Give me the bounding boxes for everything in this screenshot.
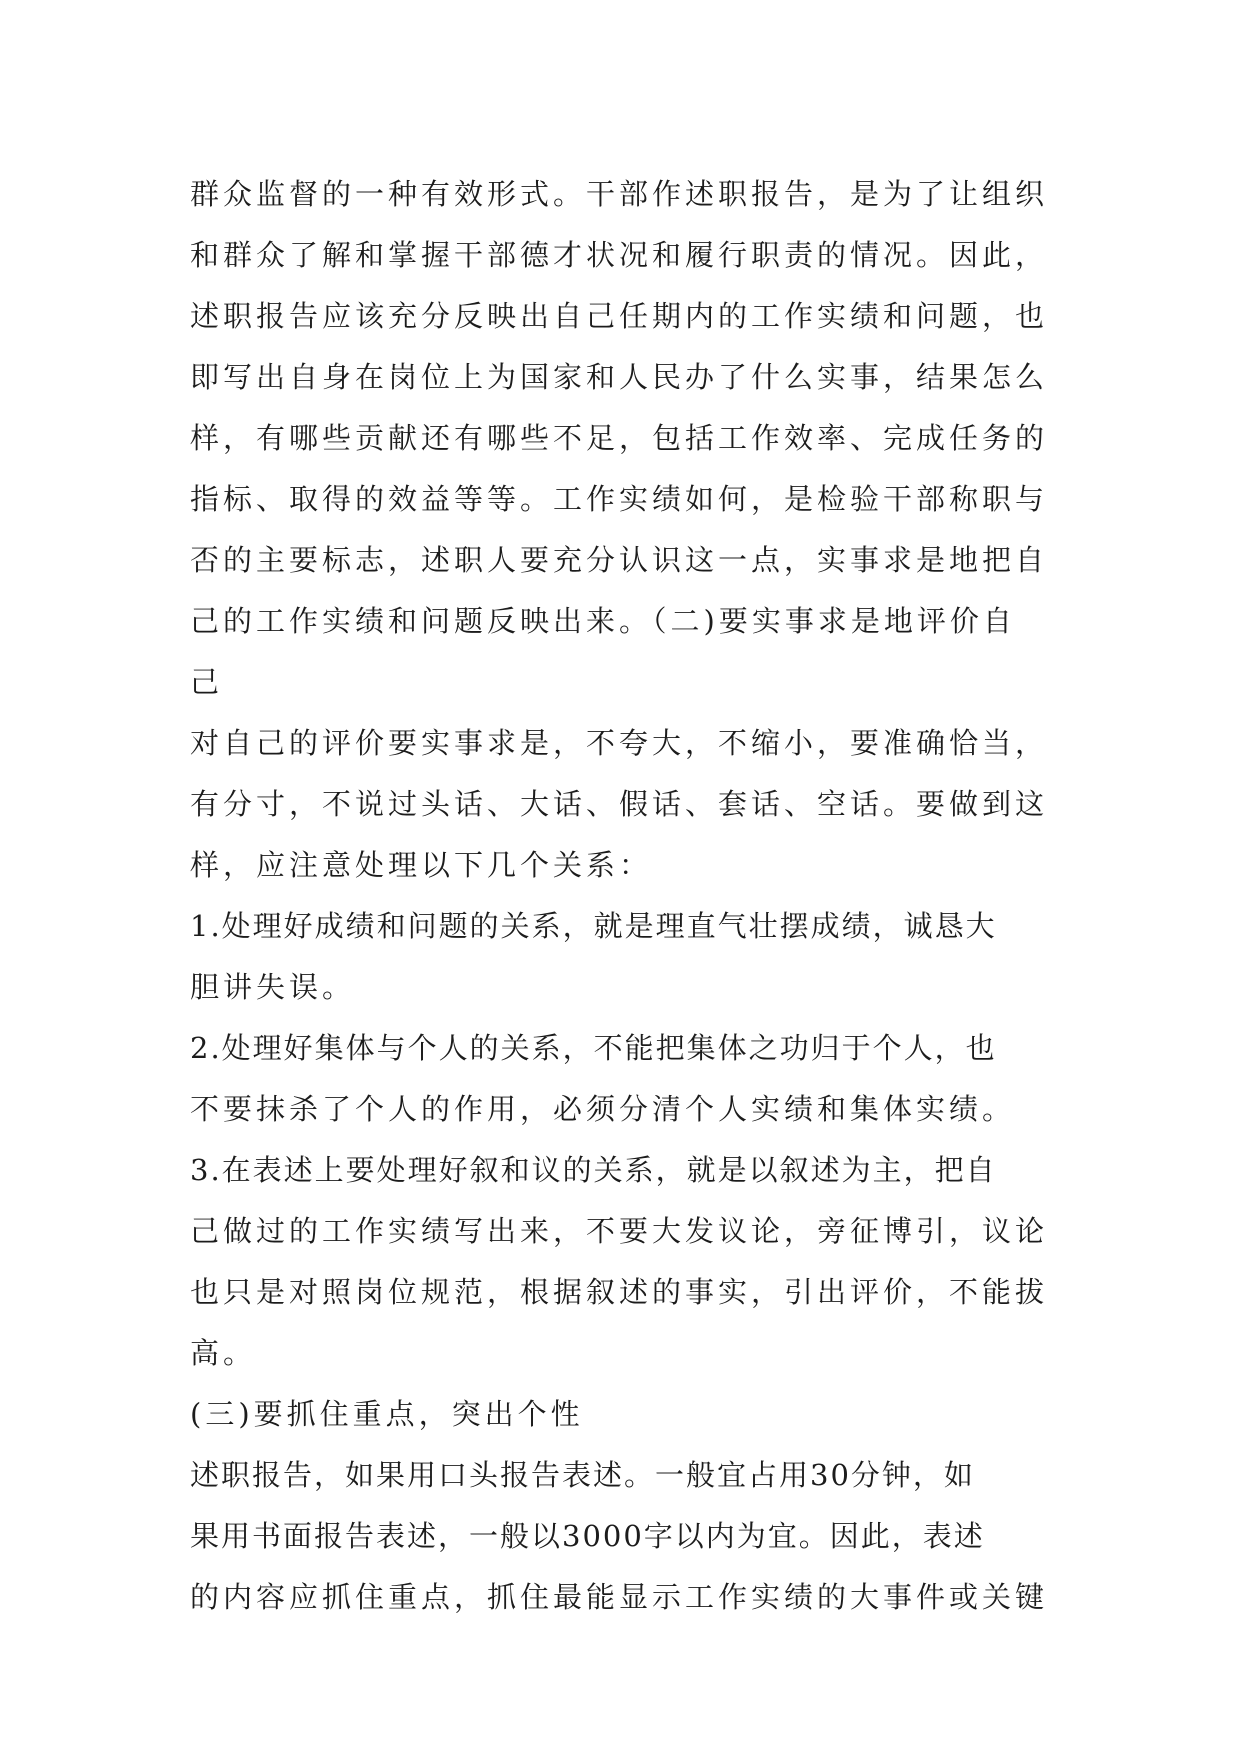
text-line: 不要抹杀了个人的作用，必须分清个人实绩和集体实绩。 (190, 1092, 1016, 1126)
text-line: 的内容应抓住重点，抓住最能显示工作实绩的大事件或关键 (190, 1580, 1049, 1614)
text-line: 样，有哪些贡献还有哪些不足，包括工作效率、完成任务的 (190, 421, 1049, 455)
text-line: 群众监督的一种有效形式。干部作述职报告，是为了让组织 (190, 177, 1049, 211)
text-line: 即写出自身在岗位上为国家和人民办了什么实事，结果怎么 (190, 360, 1049, 394)
text-line: 己 (190, 665, 224, 699)
text-line: 指标、取得的效益等等。工作实绩如何，是检验干部称职与 (190, 482, 1049, 516)
text-line: 己做过的工作实绩写出来，不要大发议论，旁征博引，议论 (190, 1214, 1049, 1248)
text-line: 有分寸，不说过头话、大话、假话、套话、空话。要做到这 (190, 787, 1049, 821)
text-line: 3.在表述上要处理好叙和议的关系，就是以叙述为主，把自 (190, 1153, 997, 1187)
text-line: 果用书面报告表述，一般以3000字以内为宜。因此，表述 (190, 1519, 985, 1553)
text-line: 述职报告应该充分反映出自己任期内的工作实绩和问题，也 (190, 299, 1049, 333)
text-line: 胆讲失误。 (190, 970, 356, 1004)
text-line: 对自己的评价要实事求是，不夸大，不缩小，要准确恰当， (190, 726, 1049, 760)
section-heading: (三)要抓住重点，突出个性 (190, 1397, 584, 1431)
text-line: 样，应注意处理以下几个关系： (190, 848, 653, 882)
text-line: 和群众了解和掌握干部德才状况和履行职责的情况。因此， (190, 238, 1049, 272)
text-line: 己的工作实绩和问题反映出来。（二)要实事求是地评价自 (190, 604, 1016, 638)
text-line: 高。 (190, 1336, 257, 1370)
text-line: 2.处理好集体与个人的关系，不能把集体之功归于个人，也 (190, 1031, 997, 1065)
text-line: 否的主要标志，述职人要充分认识这一点，实事求是地把自 (190, 543, 1049, 577)
text-line: 1.处理好成绩和问题的关系，就是理直气壮摆成绩，诚恳大 (190, 909, 997, 943)
text-line: 也只是对照岗位规范，根据叙述的事实，引出评价，不能拔 (190, 1275, 1049, 1309)
text-line: 述职报告，如果用口头报告表述。一般宜占用30分钟，如 (190, 1458, 975, 1492)
document-body (190, 164, 1070, 1628)
